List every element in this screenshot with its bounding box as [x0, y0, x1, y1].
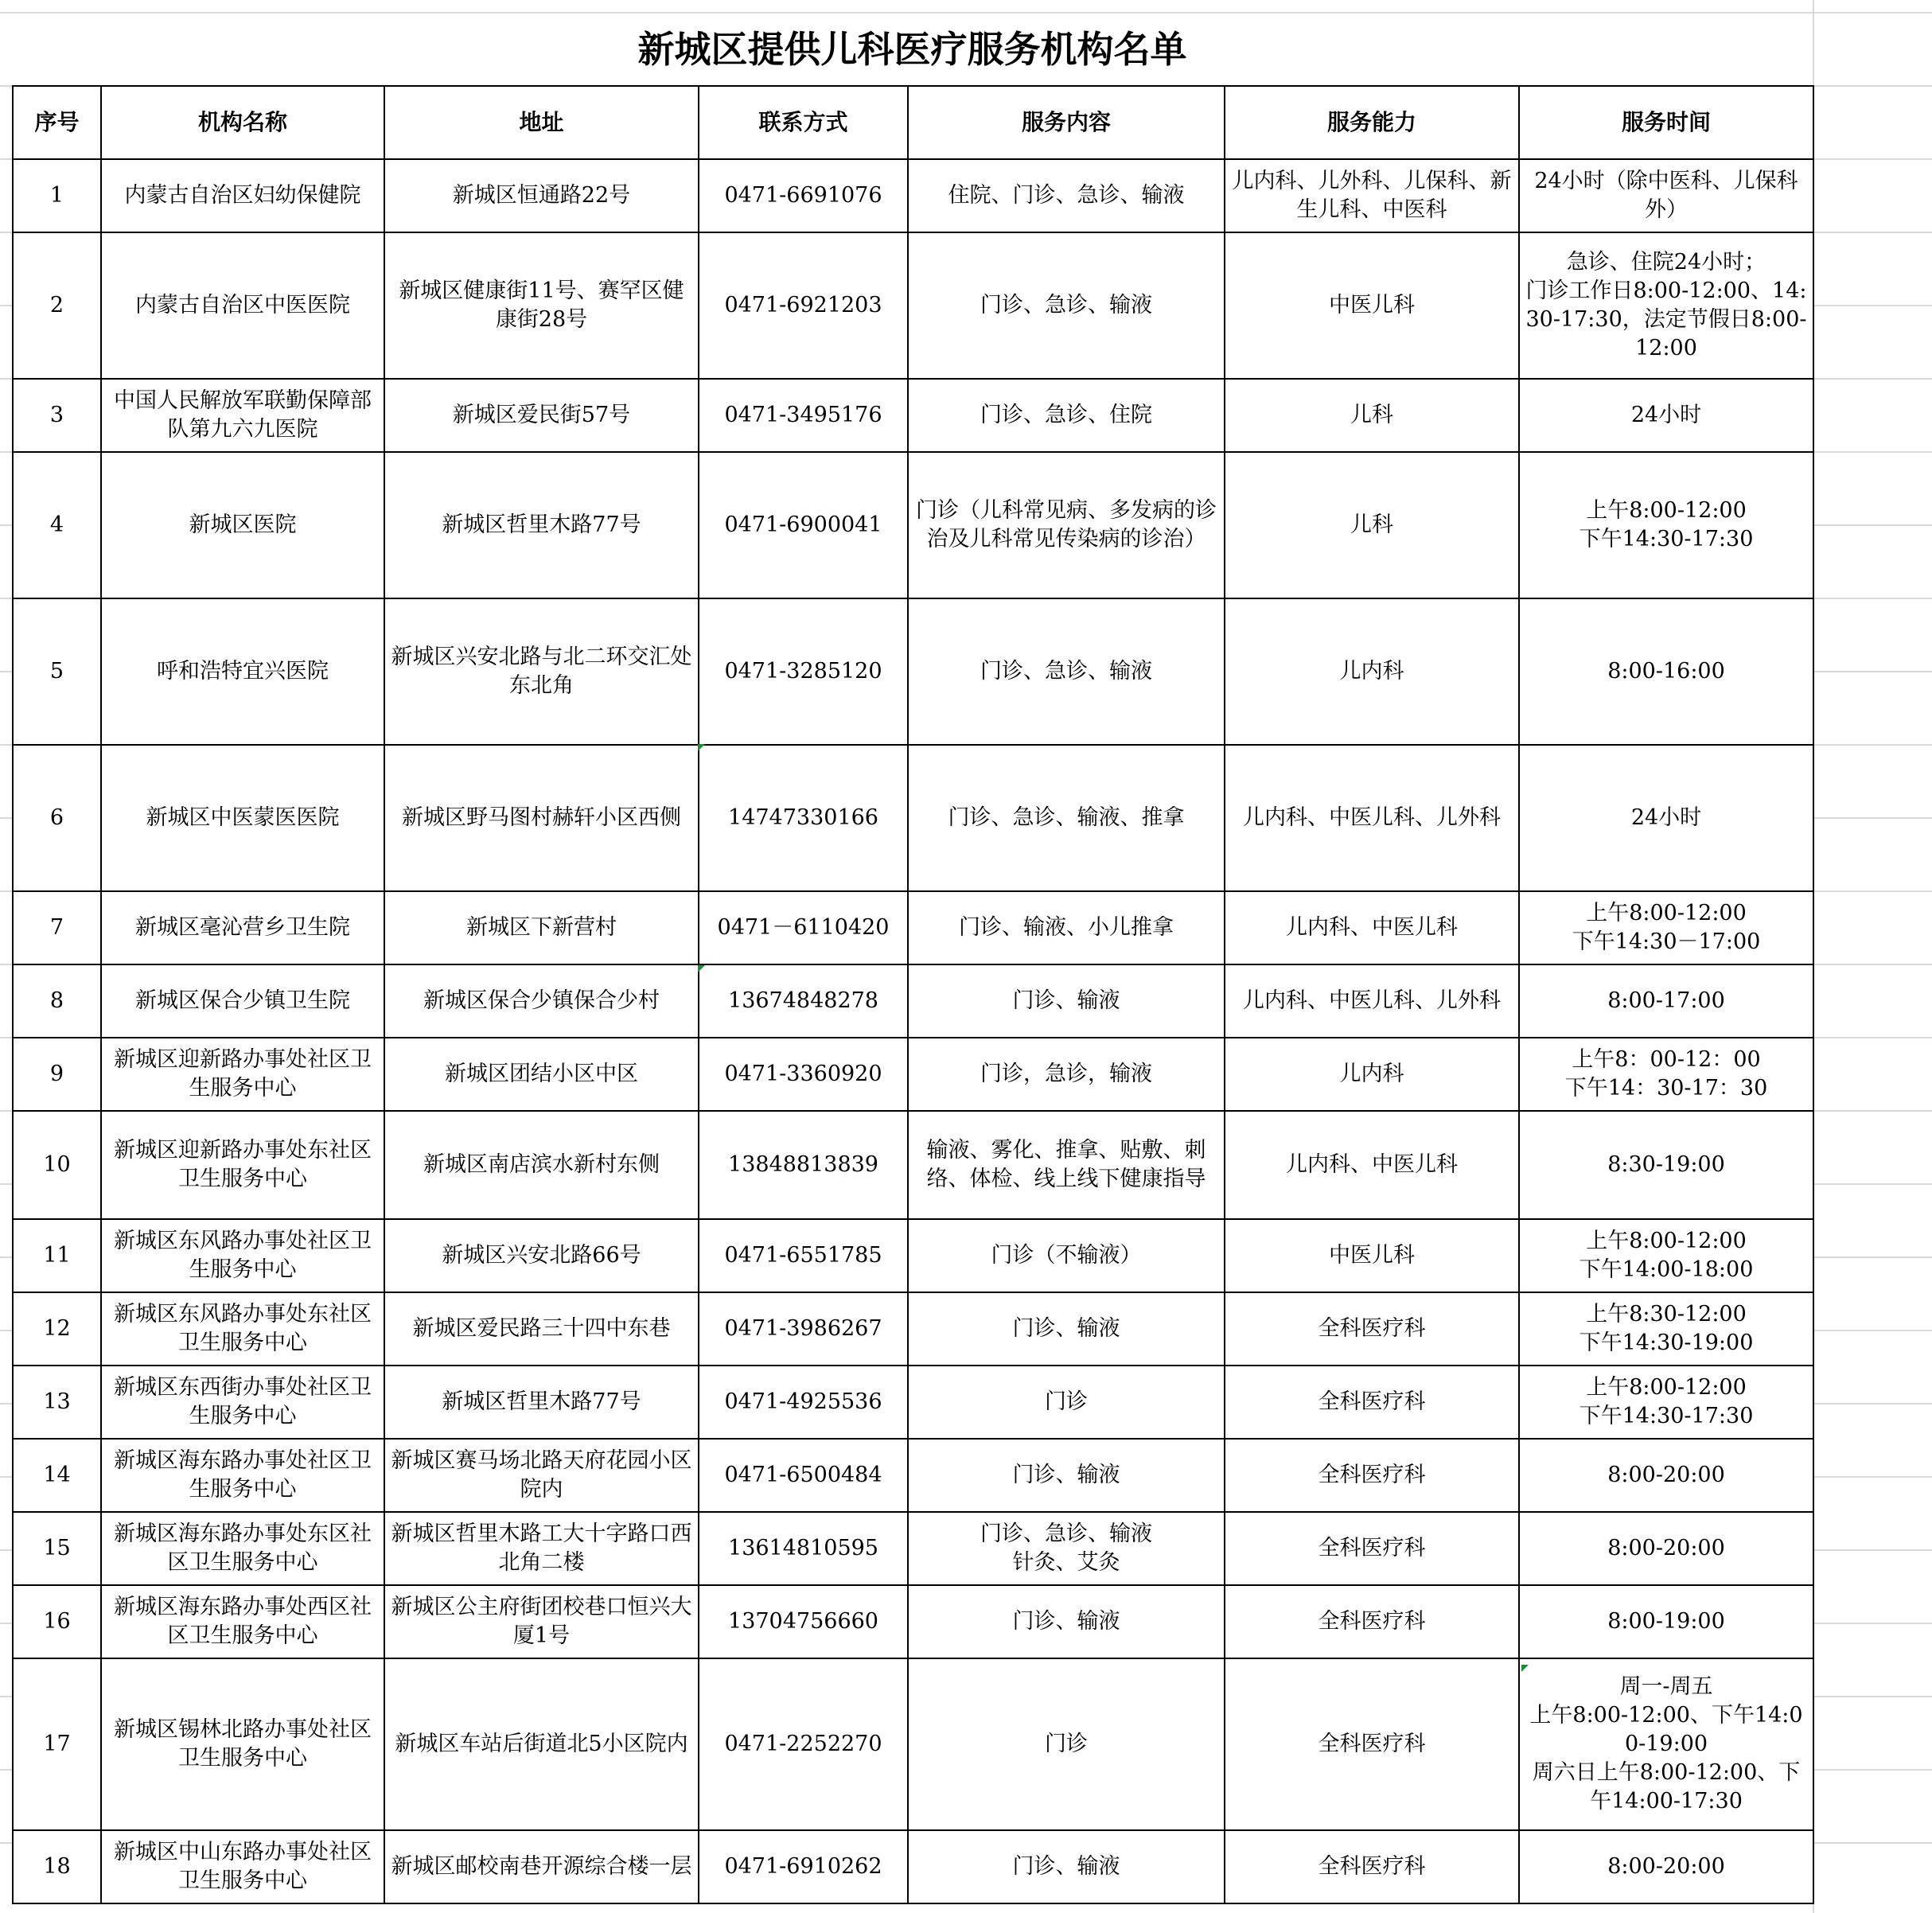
cell-phone: 0471-6551785	[699, 1219, 908, 1292]
cell-service-ability: 儿科	[1225, 379, 1519, 452]
cell-service-content: 门诊、输液	[908, 964, 1225, 1038]
cell-service-content: 门诊	[908, 1366, 1225, 1439]
cell-service-time: 上午8:00-12:00 下午14:30-17:30	[1519, 452, 1813, 598]
table-row	[13, 598, 1813, 745]
cell-service-time: 24小时	[1519, 379, 1813, 452]
cell-phone: 0471-3285120	[699, 598, 908, 745]
cell-service-ability: 全科医疗科	[1225, 1292, 1519, 1366]
header-phone: 联系方式	[699, 86, 908, 159]
cell-service-content: 门诊、输液、小儿推拿	[908, 891, 1225, 964]
cell-institution-name: 内蒙古自治区妇幼保健院	[101, 159, 384, 232]
gridline-top	[0, 12, 1932, 14]
cell-service-content: 门诊、急诊、输液、推拿	[908, 745, 1225, 891]
cell-institution-name: 内蒙古自治区中医医院	[101, 232, 384, 379]
table-row	[13, 891, 1813, 964]
cell-service-time: 8:30-19:00	[1519, 1111, 1813, 1219]
cell-row-number: 10	[13, 1111, 101, 1219]
cell-phone: 13704756660	[699, 1585, 908, 1658]
comment-marker	[1521, 1665, 1529, 1672]
cell-row-number: 12	[13, 1292, 101, 1366]
cell-phone: 0471－6110420	[699, 891, 908, 964]
cell-phone: 0471-3986267	[699, 1292, 908, 1366]
cell-address: 新城区赛马场北路天府花园小区院内	[384, 1439, 699, 1512]
cell-institution-name: 新城区东风路办事处东社区卫生服务中心	[101, 1292, 384, 1366]
table-row	[13, 1292, 1813, 1366]
table-row	[13, 745, 1813, 891]
cell-service-time: 8:00-19:00	[1519, 1585, 1813, 1658]
cell-service-ability: 全科医疗科	[1225, 1512, 1519, 1585]
cell-service-time: 急诊、住院24小时； 门诊工作日8:00-12:00、14:30-17:30，法定节假日8:00-12:00	[1519, 232, 1813, 379]
cell-service-ability: 全科医疗科	[1225, 1439, 1519, 1512]
cell-address: 新城区恒通路22号	[384, 159, 699, 232]
cell-institution-name: 新城区海东路办事处西区社区卫生服务中心	[101, 1585, 384, 1658]
cell-service-time: 8:00-20:00	[1519, 1439, 1813, 1512]
cell-institution-name: 新城区锡林北路办事处社区卫生服务中心	[101, 1658, 384, 1830]
cell-service-content: 门诊、输液	[908, 1585, 1225, 1658]
cell-institution-name: 新城区海东路办事处社区卫生服务中心	[101, 1439, 384, 1512]
sheet-title: 新城区提供儿科医疗服务机构名单	[12, 14, 1813, 84]
header-ability: 服务能力	[1225, 86, 1519, 159]
cell-service-time: 上午8:00-12:00 下午14:30－17:00	[1519, 891, 1813, 964]
table-row	[13, 1658, 1813, 1830]
cell-row-number: 18	[13, 1830, 101, 1903]
cell-service-time: 8:00-16:00	[1519, 598, 1813, 745]
cell-service-content: 门诊、急诊、输液 针灸、艾灸	[908, 1512, 1225, 1585]
cell-service-ability: 中医儿科	[1225, 1219, 1519, 1292]
table-row	[13, 1585, 1813, 1658]
cell-service-time: 周一-周五 上午8:00-12:00、下午14:00-19:00 周六日上午8:00-12:00、下午14:00-17:30	[1519, 1658, 1813, 1830]
table-row	[13, 1830, 1813, 1903]
cell-address: 新城区哲里木路77号	[384, 1366, 699, 1439]
cell-row-number: 7	[13, 891, 101, 964]
cell-service-ability: 儿内科	[1225, 598, 1519, 745]
table-row	[13, 1111, 1813, 1219]
cell-phone: 13674848278	[699, 964, 908, 1038]
cell-address: 新城区保合少镇保合少村	[384, 964, 699, 1038]
cell-service-ability: 儿内科、中医儿科	[1225, 1111, 1519, 1219]
table-row	[13, 1219, 1813, 1292]
cell-phone: 0471-6691076	[699, 159, 908, 232]
cell-service-time: 24小时	[1519, 745, 1813, 891]
cell-institution-name: 新城区中医蒙医医院	[101, 745, 384, 891]
cell-address: 新城区南店滨水新村东侧	[384, 1111, 699, 1219]
cell-service-time: 上午8:00-12:00 下午14:30-17:30	[1519, 1366, 1813, 1439]
cell-service-content: 门诊	[908, 1658, 1225, 1830]
cell-service-ability: 儿内科、中医儿科、儿外科	[1225, 745, 1519, 891]
cell-institution-name: 新城区医院	[101, 452, 384, 598]
cell-address: 新城区爱民路三十四中东巷	[384, 1292, 699, 1366]
cell-service-ability: 儿内科、中医儿科、儿外科	[1225, 964, 1519, 1038]
institution-table	[12, 85, 1814, 1904]
table-row	[13, 1512, 1813, 1585]
cell-phone: 0471-6900041	[699, 452, 908, 598]
cell-service-ability: 全科医疗科	[1225, 1366, 1519, 1439]
cell-row-number: 8	[13, 964, 101, 1038]
cell-address: 新城区车站后街道北5小区院内	[384, 1658, 699, 1830]
cell-service-ability: 儿内科、儿外科、儿保科、新生儿科、中医科	[1225, 159, 1519, 232]
cell-service-content: 门诊（不输液）	[908, 1219, 1225, 1292]
cell-institution-name: 中国人民解放军联勤保障部队第九六九医院	[101, 379, 384, 452]
cell-institution-name: 新城区东风路办事处社区卫生服务中心	[101, 1219, 384, 1292]
cell-service-time: 上午8:00-12:00 下午14:00-18:00	[1519, 1219, 1813, 1292]
cell-service-content: 门诊，急诊，输液	[908, 1038, 1225, 1111]
cell-service-content: 门诊、输液	[908, 1830, 1225, 1903]
cell-address: 新城区公主府街团校巷口恒兴大厦1号	[384, 1585, 699, 1658]
cell-address: 新城区兴安北路66号	[384, 1219, 699, 1292]
cell-phone: 13848813839	[699, 1111, 908, 1219]
table-row	[13, 1439, 1813, 1512]
cell-address: 新城区下新营村	[384, 891, 699, 964]
header-address: 地址	[384, 86, 699, 159]
table-row	[13, 1038, 1813, 1111]
cell-service-time: 8:00-17:00	[1519, 964, 1813, 1038]
cell-phone: 0471-6921203	[699, 232, 908, 379]
cell-phone: 0471-6500484	[699, 1439, 908, 1512]
cell-service-time: 8:00-20:00	[1519, 1830, 1813, 1903]
cell-service-time: 8:00-20:00	[1519, 1512, 1813, 1585]
cell-institution-name: 呼和浩特宜兴医院	[101, 598, 384, 745]
table-row	[13, 159, 1813, 232]
cell-row-number: 14	[13, 1439, 101, 1512]
cell-service-ability: 儿内科、中医儿科	[1225, 891, 1519, 964]
cell-institution-name: 新城区迎新路办事处社区卫生服务中心	[101, 1038, 384, 1111]
cell-service-ability: 全科医疗科	[1225, 1830, 1519, 1903]
cell-row-number: 5	[13, 598, 101, 745]
cell-phone: 13614810595	[699, 1512, 908, 1585]
cell-address: 新城区哲里木路工大十字路口西北角二楼	[384, 1512, 699, 1585]
table-row	[13, 452, 1813, 598]
comment-marker	[698, 744, 705, 751]
cell-row-number: 15	[13, 1512, 101, 1585]
cell-service-ability: 儿内科	[1225, 1038, 1519, 1111]
comment-marker	[698, 965, 705, 972]
cell-institution-name: 新城区毫沁营乡卫生院	[101, 891, 384, 964]
header-content: 服务内容	[908, 86, 1225, 159]
cell-service-content: 门诊、急诊、住院	[908, 379, 1225, 452]
table-row	[13, 232, 1813, 379]
cell-address: 新城区哲里木路77号	[384, 452, 699, 598]
cell-address: 新城区邮校南巷开源综合楼一层	[384, 1830, 699, 1903]
cell-address: 新城区团结小区中区	[384, 1038, 699, 1111]
cell-row-number: 17	[13, 1658, 101, 1830]
cell-institution-name: 新城区保合少镇卫生院	[101, 964, 384, 1038]
table-row	[13, 379, 1813, 452]
cell-address: 新城区健康街11号、赛罕区健康街28号	[384, 232, 699, 379]
cell-service-content: 输液、雾化、推拿、贴敷、刺络、体检、线上线下健康指导	[908, 1111, 1225, 1219]
cell-address: 新城区野马图村赫轩小区西侧	[384, 745, 699, 891]
cell-row-number: 1	[13, 159, 101, 232]
cell-institution-name: 新城区中山东路办事处社区卫生服务中心	[101, 1830, 384, 1903]
cell-service-content: 门诊、急诊、输液	[908, 232, 1225, 379]
cell-service-content: 门诊（儿科常见病、多发病的诊治及儿科常见传染病的诊治）	[908, 452, 1225, 598]
cell-institution-name: 新城区迎新路办事处东社区卫生服务中心	[101, 1111, 384, 1219]
cell-row-number: 11	[13, 1219, 101, 1292]
header-no: 序号	[13, 86, 101, 159]
header-row	[13, 86, 1813, 159]
cell-service-time: 上午8:30-12:00 下午14:30-19:00	[1519, 1292, 1813, 1366]
cell-address: 新城区爱民街57号	[384, 379, 699, 452]
cell-service-time: 上午8：00-12：00 下午14：30-17：30	[1519, 1038, 1813, 1111]
cell-row-number: 13	[13, 1366, 101, 1439]
cell-service-ability: 全科医疗科	[1225, 1658, 1519, 1830]
cell-row-number: 16	[13, 1585, 101, 1658]
table-row	[13, 964, 1813, 1038]
cell-institution-name: 新城区东西街办事处社区卫生服务中心	[101, 1366, 384, 1439]
cell-service-content: 门诊、急诊、输液	[908, 598, 1225, 745]
cell-row-number: 4	[13, 452, 101, 598]
cell-institution-name: 新城区海东路办事处东区社区卫生服务中心	[101, 1512, 384, 1585]
cell-service-ability: 儿科	[1225, 452, 1519, 598]
cell-phone: 0471-4925536	[699, 1366, 908, 1439]
header-time: 服务时间	[1519, 86, 1813, 159]
cell-phone: 0471-2252270	[699, 1658, 908, 1830]
cell-service-content: 住院、门诊、急诊、输液	[908, 159, 1225, 232]
table-row	[13, 1366, 1813, 1439]
cell-service-time: 24小时（除中医科、儿保科外）	[1519, 159, 1813, 232]
cell-service-content: 门诊、输液	[908, 1292, 1225, 1366]
cell-row-number: 2	[13, 232, 101, 379]
cell-phone: 14747330166	[699, 745, 908, 891]
cell-row-number: 3	[13, 379, 101, 452]
cell-service-ability: 中医儿科	[1225, 232, 1519, 379]
cell-phone: 0471-3360920	[699, 1038, 908, 1111]
cell-phone: 0471-6910262	[699, 1830, 908, 1903]
cell-service-ability: 全科医疗科	[1225, 1585, 1519, 1658]
cell-service-content: 门诊、输液	[908, 1439, 1225, 1512]
header-name: 机构名称	[101, 86, 384, 159]
cell-row-number: 9	[13, 1038, 101, 1111]
cell-phone: 0471-3495176	[699, 379, 908, 452]
cell-row-number: 6	[13, 745, 101, 891]
cell-address: 新城区兴安北路与北二环交汇处东北角	[384, 598, 699, 745]
